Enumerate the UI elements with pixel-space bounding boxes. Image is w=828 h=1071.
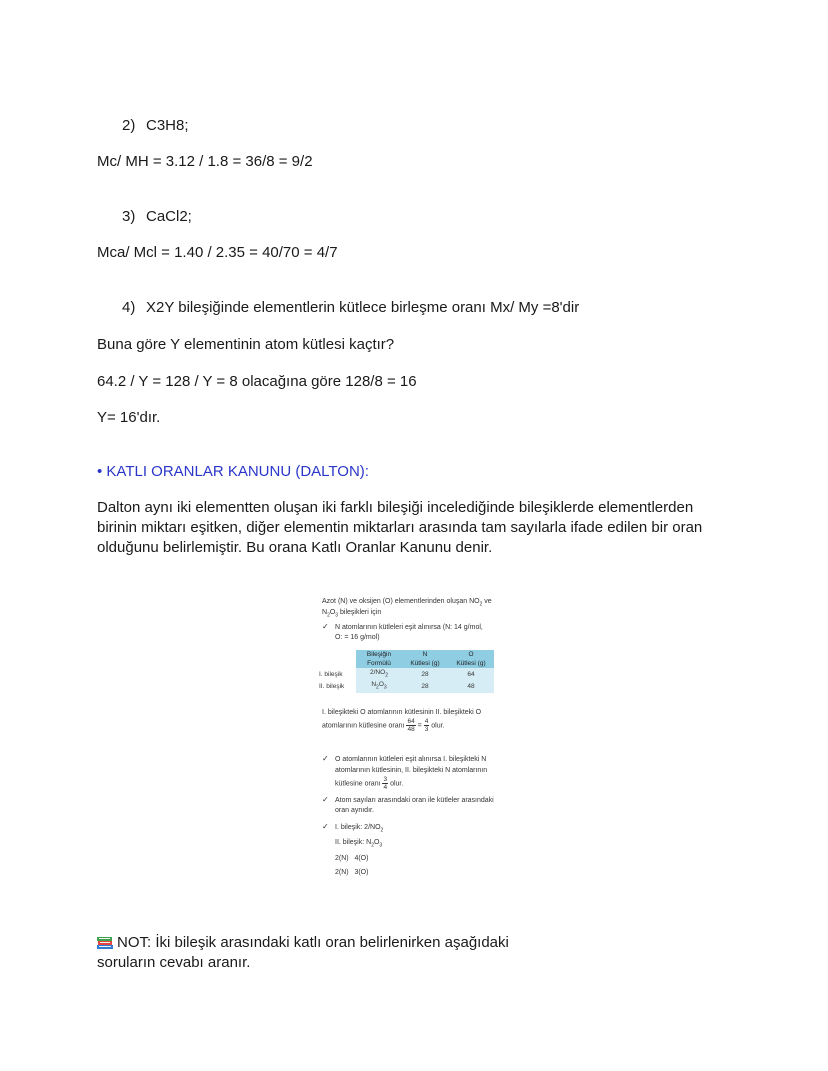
figure-check-2c: kütlesine oranı $\frac{3}{4}$ olur. [335, 776, 404, 791]
figure-atoms-1: 2(N) 4(O) [335, 855, 369, 862]
item-2-formula: C3H8; [146, 117, 189, 134]
table-header-formula: Bileşiğin Formülü [356, 650, 402, 668]
section-heading: • KATLI ORANLAR KANUNU (DALTON): [97, 463, 369, 480]
mass-table [318, 650, 494, 693]
item-3-ratio: Mca/ Mcl = 1.40 / 2.35 = 40/70 = 4/7 [97, 244, 338, 261]
item-4-number: 4) [122, 299, 136, 316]
figure-result-1b: atomlarının kütlesine oranı $\frac{64}{48}$ = $\frac{4}{3}$ olur. [322, 718, 445, 733]
note-paragraph [97, 933, 537, 973]
check-icon: ✓ [322, 754, 329, 763]
figure-check-4b: II. bileşik: $N_2O_3$ [335, 839, 383, 849]
textbook-figure [318, 590, 518, 890]
figure-check-1b: O: = 16 g/mol) [335, 634, 380, 641]
fraction-3-4: $\frac{3}{4}$ [383, 776, 388, 791]
row-label: II. bileşik [318, 680, 356, 692]
item-4-ask: Buna göre Y elementinin atom kütlesi kaçtır? [97, 336, 395, 353]
item-3-formula: CaCl2; [146, 208, 192, 225]
table-header-n: N Kütlesi (g) [402, 650, 448, 668]
table-header-o: O Kütlesi (g) [448, 650, 494, 668]
books-icon [97, 935, 113, 948]
table-row [318, 680, 494, 692]
check-icon: ✓ [322, 822, 329, 831]
row-o-mass: 64 [448, 668, 494, 680]
item-4-question: X2Y bileşiğinde elementlerin kütlece birleşme oranı Mx/ My =8'dir [146, 299, 580, 316]
figure-check-3b: oran aynıdır. [335, 807, 374, 814]
row-n-mass: 28 [402, 680, 448, 692]
figure-atoms-2: 2(N) 3(O) [335, 869, 369, 876]
figure-intro-line-1: Azot (N) ve oksijen (O) elementlerinden oluşan $NO_2$ ve [322, 598, 492, 608]
check-icon: ✓ [322, 622, 329, 631]
figure-result-1a: I. bileşikteki O atomlarının kütlesinin II. bileşikteki O [322, 709, 482, 716]
figure-intro-line-2: $N_2O_3$ bileşikleri için [322, 609, 382, 619]
item-2-ratio: Mc/ MH = 3.12 / 1.8 = 36/8 = 9/2 [97, 153, 313, 170]
fraction-64-48: $\frac{64}{48}$ [407, 718, 415, 733]
table-row [318, 668, 494, 680]
check-icon: ✓ [322, 795, 329, 804]
note-text: NOT: İki bileşik arasındaki katlı oran belirlenirken aşağıdaki soruların cevabı aranır. [97, 934, 509, 971]
figure-check-2a: O atomlarının kütleleri eşit alınırsa I. bileşikteki N [335, 756, 487, 763]
figure-check-2b: atomlarının kütlesinin, II. bileşikteki N atomlarının [335, 767, 488, 774]
figure-check-4a: I. bileşik: $2/NO_2$ [335, 824, 384, 834]
row-formula: $2/NO_2$ [356, 668, 402, 680]
section-paragraph: Dalton aynı iki elementten oluşan iki farklı bileşiği incelediğinde bileşiklerde elementlerden birinin miktarı eşitken, diğer elementin miktarları arasında tam sayılarla ifade edilen bir oran olduğunu belirlemiştir. Bu orana Katlı Oranlar Kanunu denir. [97, 499, 703, 556]
figure-check-1a: N atomlarının kütleleri eşit alınırsa (N: 14 g/mol, [335, 624, 483, 631]
item-4-work: 64.2 / Y = 128 / Y = 8 olacağına göre 128/8 = 16 [97, 373, 417, 390]
row-n-mass: 28 [402, 668, 448, 680]
item-4-answer: Y= 16'dır. [97, 409, 161, 426]
figure-check-3a: Atom sayıları arasındaki oran ile kütleler arasındaki [335, 797, 494, 804]
table-header-row [318, 650, 494, 668]
item-3-number: 3) [122, 208, 136, 225]
row-label: I. bileşik [318, 668, 356, 680]
row-o-mass: 48 [448, 680, 494, 692]
fraction-4-3: $\frac{4}{3}$ [424, 718, 429, 733]
row-formula: $N_2O_3$ [356, 680, 402, 692]
item-2-number: 2) [122, 117, 136, 134]
